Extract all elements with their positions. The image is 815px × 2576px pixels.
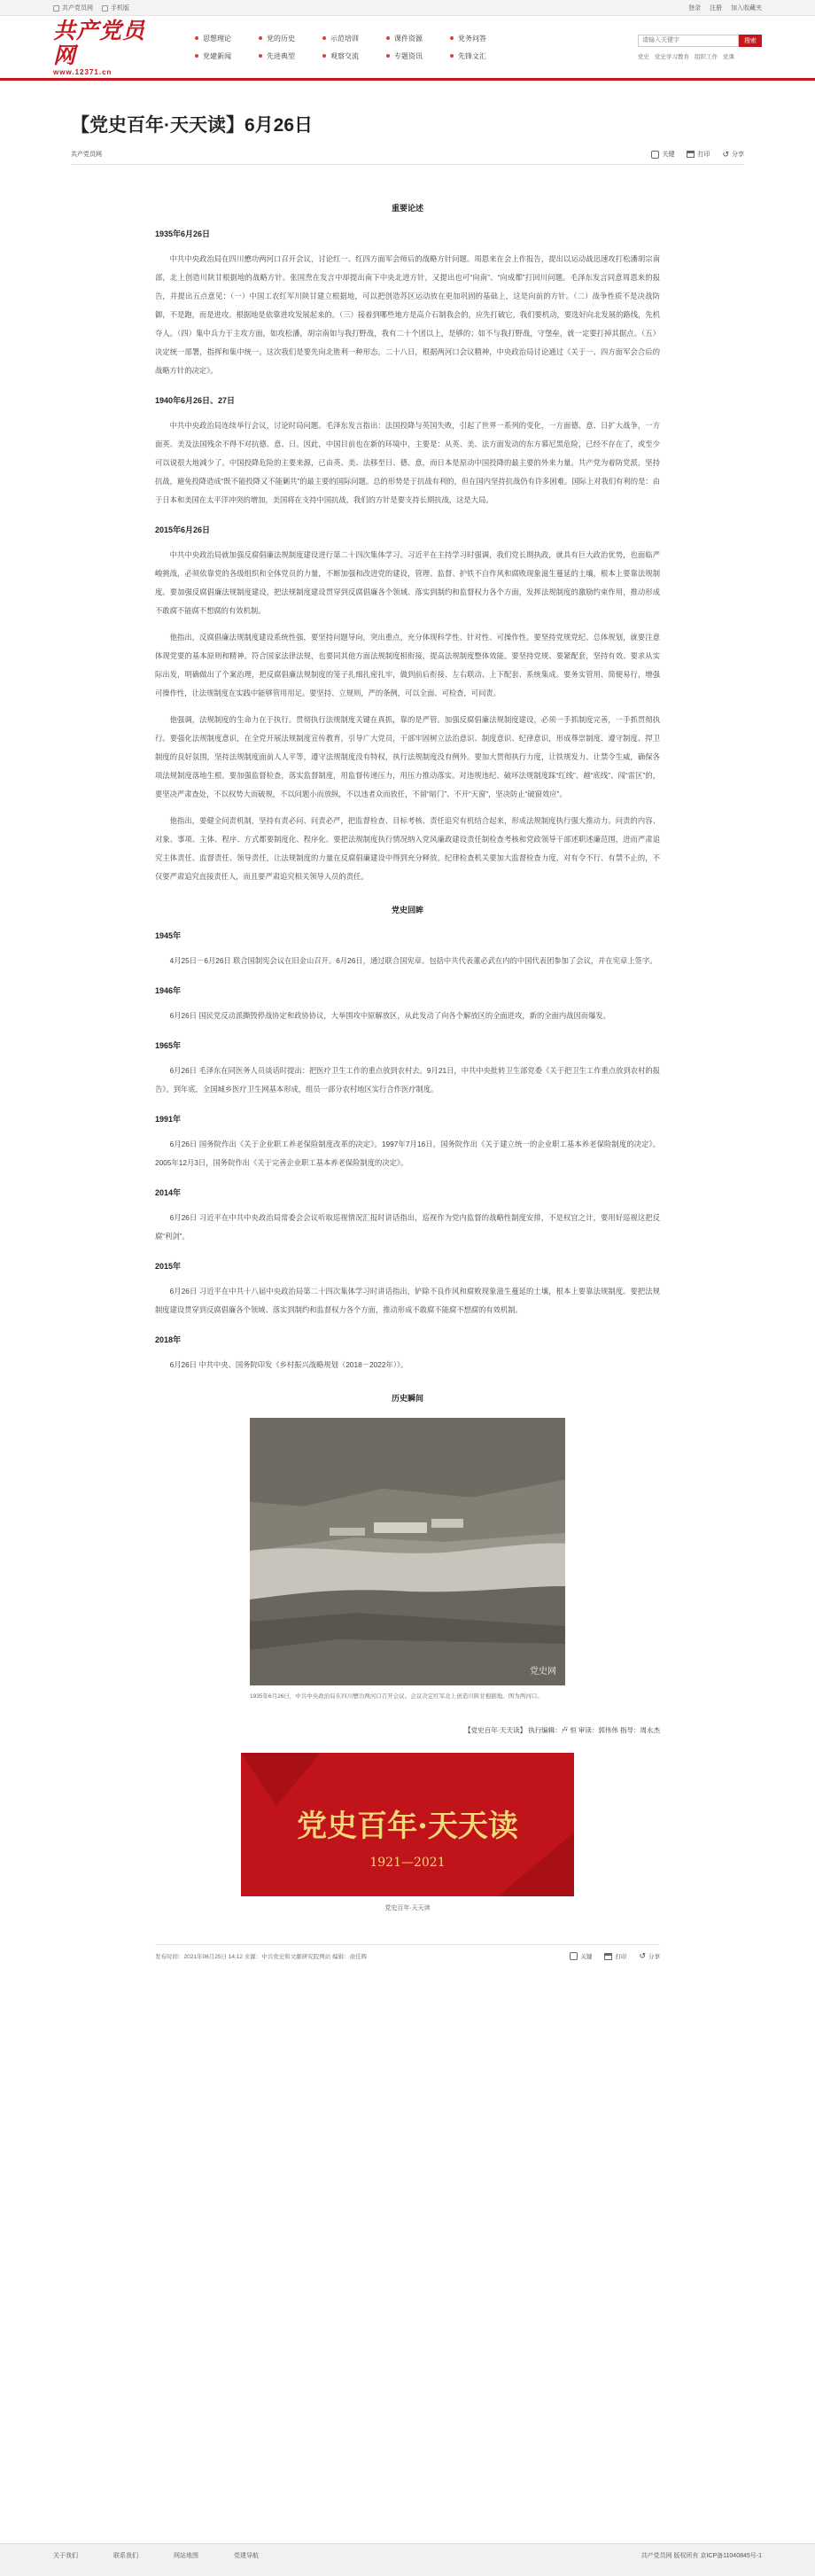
- paragraph: 中共中央政治局连续举行会议，讨论时局问题。毛泽东发言指出：法国投降与英国失败，引起了世界一系列的变化，一方面德、意、日扩大战争，一方面英、美及法国残余不得不对抗德、意、日。因此，中国目前也在新的环境中，主要是：从英、美、法方面发动的东方慕尼黑危险，已经不存在了，或至少可以说很大地减少了。中国投降危险的主要来源，已由英、美、法移至日、德、意，而日本是原动中国投降的最主要的外来力量。共产党为着防党派，坚持抗战，避免投降造成“既不能投降又不能剿共”的最主要的国际问题。总的形势是于抗战有利的，但在国内坚持抗战仍有许多困难。国际上对我们有利的是：由于日本和美国在太平洋冲突的增加，美国将在支持中国抗战，我们的方针是要支持长期抗战，这是大局。: [155, 421, 660, 504]
- nav-item[interactable]: 党建新闻: [195, 51, 259, 61]
- banner-years: 1921—2021: [369, 1856, 446, 1870]
- footer-link-about[interactable]: 关于我们: [53, 2553, 78, 2559]
- logo-title: 共产党员网: [53, 17, 146, 68]
- quick-link[interactable]: 党课: [723, 53, 734, 60]
- section-title: 重要论述: [391, 204, 423, 213]
- nav-item[interactable]: 思想理论: [195, 34, 259, 43]
- publish-meta: [155, 1944, 660, 1960]
- paragraph: 他指出，反腐倡廉法规制度建设系统性强，要坚持问题导向，突出重点，充分体现科学性、针对性、可操作性。要坚持党规党纪、总体规划，就要注意体现党要的基本原则和精神。符合国家法律法规，也要同其他方面法规制度相衔接，提高法规制度整体效能。要坚持党规、要紧配套，坚持有效、要求从实际出发，明确做出了个案治理，把反腐倡廉法规制度的笼子扎细扎密扎牢，做到前后衔接、左右联动、上下配套、系统集成。要务实管用、简便易行，增强可操作性，让法规制度在实践中能够管用用足。要坚持、立规则，严的条例，可以全面、可检查，可问责。: [155, 633, 660, 697]
- nav-item[interactable]: 先进典型: [259, 51, 322, 61]
- paragraph: 6月26日 中共中央、国务院印发《乡村振兴战略规划（2018－2022年）》。: [169, 1360, 408, 1369]
- paragraph: 6月26日 国务院作出《关于企业职工养老保险制度改革的决定》。1997年7月16日，国务院作出《关于建立统一的企业职工基本养老保险制度的决定》。2005年12月3日，国务院作出《关于完善企业职工基本养老保险制度的决定》。: [155, 1140, 660, 1167]
- search-button[interactable]: 搜索: [739, 35, 762, 47]
- paragraph: 中共中央政治局就加强反腐倡廉法规制度建设进行第二十四次集体学习。习近平在主持学习时强调，我们党长期执政，就具有巨大政治优势，也面临严峻挑战，必须依靠党的各级组织和全体党员的力量，不断加强和改进党的建设，管理、监督、护铁不自作风和腐败现象滋生蔓延的土壤，根本上要靠法规制度。要加强反腐倡廉法规制度建设，把法规制度建设贯穿到反腐倡廉各个领域、落实到制约和监督权力各个方面，发挥法规制度的激励约束作用，推动形成不敢腐不能腐不想腐的有效机制。: [155, 550, 660, 615]
- entry-date: 1945年: [155, 931, 182, 940]
- series-banner: [241, 1753, 574, 1896]
- footer-link-contact[interactable]: 联系我们: [113, 2553, 138, 2559]
- paragraph: 6月26日 毛泽东在同医务人员谈话时提出：把医疗卫生工作的重点放到农村去。9月21日，中共中央批转卫生部党委《关于把卫生工作重点放到农村的报告》。到年底，全国城乡医疗卫生网基本形成，组员一部分农村地区实行合作医疗制度。: [155, 1066, 660, 1093]
- quick-link[interactable]: 组织工作: [695, 53, 718, 60]
- quick-link[interactable]: 党史学习教育: [655, 53, 689, 60]
- share-icon: ↺: [639, 1951, 646, 1960]
- search-area: [638, 35, 762, 60]
- paragraph: 6月26日 习近平在中共十八届中央政治局第二十四次集体学习时讲话指出，铲除不良作风和腐败现象滋生蔓延的土壤，根本上要靠法规制度。要把法规制度建设贯穿到反腐倡廉各个领域、落实到制约和监督权力各个方面，推动形成不敢腐不能腐不想腐的有效机制。: [155, 1287, 660, 1314]
- footer-link-nav[interactable]: 党建导航: [234, 2553, 259, 2559]
- historical-photo: [250, 1418, 565, 1685]
- top-utility-bar: [0, 0, 815, 16]
- paragraph: 他强调，法规制度的生命力在于执行。贯彻执行法规制度关键在真抓，靠的是严管。加强反腐倡廉法规制度建设，必须一手抓制度完善，一手抓贯彻执行。要强化法规制度意识，在全党开展法规制度宣传教育，引导广大党员，干部牢固树立法治意识、制度意识、纪律意识，形成尊崇制度、遵守制度、捍卫制度的良好氛围，坚持法规制度面前人人平等，遵守法规制度没有特权，执行法规制度没有例外。要加大贯彻执行力度，让铁规发力、让禁令生威，确保各项法规制度落地生根。要加强监督检查，落实监督制度，用监督传递压力，用压力推动落实。对违规违纪、破坏法规制度踩“红线”、越“底线”、闯“雷区”的，要坚决严肃查处，不以权势大而破规，不以问题小而放纵，不以违者众而放任，不留“暗门”、不开“天窗”，坚决防止“破窗效应”。: [155, 715, 660, 798]
- site-header: [53, 16, 762, 78]
- article-source: 共产党员网: [71, 152, 102, 158]
- bookmark-icon: [570, 1952, 578, 1960]
- register-link[interactable]: 注册: [710, 5, 722, 12]
- site-logo[interactable]: [53, 17, 159, 76]
- entry-date: 1946年: [155, 986, 182, 995]
- nav-item[interactable]: 课件资源: [386, 34, 450, 43]
- site-footer: [0, 2543, 815, 2576]
- footer-link-sitemap[interactable]: 网站地图: [174, 2553, 198, 2559]
- nav-item[interactable]: 观察交流: [322, 51, 386, 61]
- entry-date: 2015年6月26日: [155, 525, 211, 534]
- bookmark-link[interactable]: 加入收藏夹: [731, 5, 762, 12]
- bookmark-button[interactable]: 关键: [651, 150, 674, 159]
- entry-date: 2014年: [155, 1188, 182, 1197]
- print-icon: [687, 151, 695, 158]
- article-meta: [71, 150, 744, 165]
- paragraph: 6月26日 习近平在中共中央政治局常委会会议听取巡视情况汇报时讲话指出，巡视作为党内监督的战略性制度安排，不是权宜之计，要用好巡视这把反腐“利剑”。: [155, 1213, 660, 1241]
- login-link[interactable]: 登录: [688, 5, 701, 12]
- main-nav: [195, 34, 514, 61]
- nav-item[interactable]: 专题资讯: [386, 51, 450, 61]
- entry-date: 2018年: [155, 1335, 182, 1344]
- quick-link[interactable]: 党史: [638, 53, 649, 60]
- nav-item[interactable]: 党的历史: [259, 34, 322, 43]
- print-button[interactable]: 打印: [604, 1952, 626, 1960]
- topbar-link-home[interactable]: 共产党员网: [53, 4, 93, 12]
- bookmark-button[interactable]: 关键: [570, 1952, 592, 1960]
- entry-date: 1991年: [155, 1115, 182, 1124]
- topbar-link-mobile[interactable]: 手机版: [102, 4, 129, 12]
- entry-date: 1935年6月26日: [155, 230, 211, 238]
- entry-date: 1965年: [155, 1041, 182, 1050]
- paragraph: 他指出，要健全问责机制，坚持有责必问、问责必严，把监督检查、目标考核、责任追究有机结合起来，形成法规制度执行强大推动力。问责的内容、对象、事项、主体、程序、方式都要制度化、程序化。要把法规制度执行情况纳入党风廉政建设责任制检查考核和党政领导干部述职述廉范围，进而严肃追究主体责任、监督责任、领导责任，让法规制度的力量在反腐倡廉建设中得到充分释放。纪律检查机关要加大监督检查力度，对有令不行、有禁不止的，不仅要严肃追究直接责任人，而且要严肃追究相关领导人员的责任。: [155, 816, 660, 881]
- section-title: 党史回眸: [391, 906, 423, 914]
- print-icon: [604, 1953, 612, 1960]
- entry-date: 2015年: [155, 1262, 182, 1271]
- publish-info: 发布时间：2021年06月25日 14:12 来源：中共党史和文献研究院网站 编辑：俞佳辉: [155, 1954, 368, 1960]
- page-title: 【党史百年·天天读】6月26日: [71, 115, 314, 136]
- entry-date: 1940年6月26日、27日: [155, 396, 236, 405]
- editor-credits: 【党史百年·天天读】 执行编辑：卢 恒 审读：郭伟伟 指导：周永杰: [464, 1726, 660, 1734]
- logo-url: www.12371.cn: [53, 67, 113, 76]
- share-button[interactable]: ↺ 分享: [722, 149, 744, 159]
- paragraph: 中共中央政治局在四川懋功两河口召开会议，讨论红一、红四方面军会师后的战略方针问题。周恩来在会上作报告，提出以运动战迅速攻打松潘胡宗南部，北上创造川陕甘根据地的战略方针。张国焘在发言中却提出南下中央北进方针，又提出也可“向南”、“向成都”打回川问题。毛泽东发言同意周恩来的报告，并提出五点意见：（一）中国工农红军川陕甘建立根据地，可以把创造苏区运动放在更加巩固的基础上，这是向前的方针。（二）战争性质不是决战防御，不是跑，而是进攻。根据地是依靠进攻发展起来的。（三）接着到哪些地方是高介石制我会的，应先打破它，我们要机动，要选好向北发展的路线，先机夺人。（四）集中兵力于主攻方面，如攻松潘，胡宗南如与我打野战，我有二十个团以上，是够的；如不与我打野战，守堡垒，就一定要打掉其据点。（五）决定统一部署，指挥和集中统一。这次我们是要先向北胜利一种形态。二十八日，根据两河口会议精神，中央政治局讨论通过《关于一、四方面军会合后的战略方针的决定》。: [155, 254, 660, 375]
- search-input[interactable]: [638, 35, 739, 47]
- article: [71, 81, 744, 1960]
- paragraph: 6月26日 国民党反动派撕毁停战协定和政协协议，大举围攻中原解放区，从此发动了向各个解放区的全面进攻，新的全面内战因而爆发。: [169, 1011, 610, 1020]
- home-icon: [53, 5, 59, 12]
- print-button[interactable]: 打印: [687, 150, 710, 159]
- share-icon: ↺: [722, 149, 729, 159]
- paragraph: 4月25日－6月26日 联合国制宪会议在旧金山召开。6月26日，通过联合国宪章。包括中共代表董必武在内的中国代表团参加了会议，并在宪章上签字。: [169, 956, 657, 965]
- copyright: 共产党员网 版权所有 京ICP备11040845号-1: [640, 2553, 762, 2559]
- bookmark-icon: [651, 151, 659, 159]
- mobile-icon: [102, 5, 108, 12]
- photo-caption: 1935年6月26日，中共中央政治局在四川懋功两河口召开会议。会议决定红军北上创造川陕甘根据地。图为两河口。: [250, 1693, 543, 1700]
- section-title: 历史瞬间: [391, 1394, 423, 1403]
- banner-title: 党史百年·天天读: [297, 1809, 518, 1844]
- nav-item[interactable]: 先锋文汇: [450, 51, 514, 61]
- banner-caption: 党史百年·天天读: [384, 1905, 431, 1911]
- nav-item[interactable]: 党务问答: [450, 34, 514, 43]
- article-body: [155, 165, 660, 1960]
- nav-item[interactable]: 示范培训: [322, 34, 386, 43]
- photo-watermark: 党史网: [530, 1667, 556, 1677]
- share-button[interactable]: ↺ 分享: [639, 1951, 660, 1960]
